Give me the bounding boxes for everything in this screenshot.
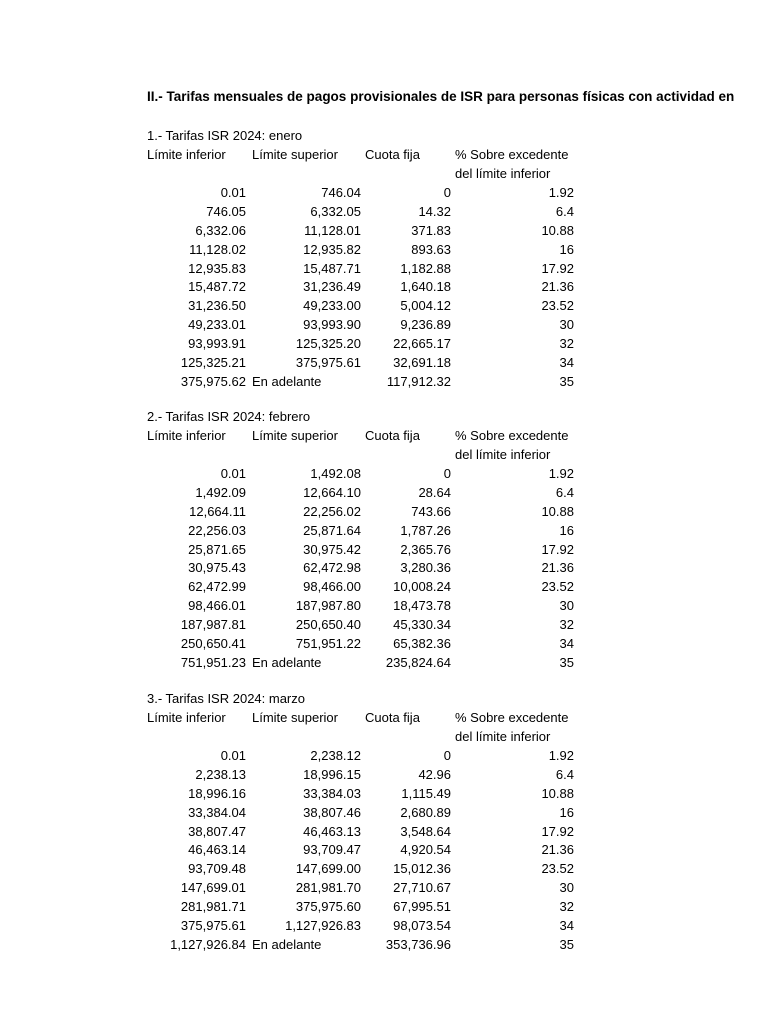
cell-limite-superior: 46,463.13: [303, 823, 361, 839]
cell-limite-superior: 147,699.00: [295, 861, 361, 877]
cell-limite-superior: En adelante: [252, 373, 322, 389]
table-row: [0, 278, 768, 297]
table-row: [0, 484, 768, 503]
cell-porcentaje: 10.88: [541, 503, 574, 519]
cell-limite-superior: 22,256.02: [303, 503, 361, 519]
cell-porcentaje: 23.52: [541, 298, 574, 314]
cell-limite-inferior: 1,127,926.84: [170, 936, 246, 952]
cell-limite-inferior: 250,650.41: [180, 636, 246, 652]
cell-limite-inferior: 11,128.02: [189, 241, 246, 257]
cell-cuota-fija: 5,004.12: [400, 298, 451, 314]
cell-porcentaje: 10.88: [541, 222, 574, 238]
header-cuota-fija: Cuota fija: [365, 710, 420, 725]
cell-cuota-fija: 67,995.51: [393, 899, 451, 915]
cell-porcentaje: 17.92: [541, 823, 574, 839]
header-cuota-fija: Cuota fija: [365, 147, 420, 162]
table-row: [0, 597, 768, 616]
table-row: [0, 241, 768, 260]
cell-limite-inferior: 2,238.13: [195, 766, 246, 782]
cell-limite-inferior: 0.01: [220, 466, 246, 481]
cell-limite-inferior: 12,664.11: [189, 503, 246, 519]
table-row: [0, 860, 768, 879]
cell-limite-superior: 15,487.71: [303, 260, 361, 276]
cell-limite-superior: 375,975.60: [295, 899, 361, 915]
cell-limite-inferior: 49,233.01: [188, 317, 246, 333]
table-row: [0, 373, 768, 392]
cell-porcentaje: 6.4: [555, 203, 574, 219]
table-row: [0, 184, 768, 203]
cell-cuota-fija: 1,115.49: [401, 785, 451, 801]
table-row: [0, 616, 768, 635]
cell-limite-superior: 187,987.80: [295, 598, 361, 614]
cell-porcentaje: 10.88: [541, 785, 574, 801]
cell-cuota-fija: 117,912.32: [386, 373, 451, 389]
cell-porcentaje: 16: [559, 241, 574, 257]
cell-porcentaje: 1.92: [548, 748, 574, 763]
table-row: [0, 503, 768, 522]
header-limite-superior: Límite superior: [252, 710, 338, 725]
cell-limite-superior: 375,975.61: [295, 355, 361, 371]
cell-porcentaje: 35: [559, 936, 574, 952]
cell-limite-inferior: 281,981.71: [180, 899, 246, 915]
table-row: [0, 578, 768, 597]
cell-limite-inferior: 375,975.61: [180, 918, 246, 934]
table-row: [0, 823, 768, 842]
cell-porcentaje: 30: [559, 317, 574, 333]
cell-limite-inferior: 147,699.01: [180, 880, 246, 896]
cell-porcentaje: 23.52: [541, 861, 574, 877]
cell-limite-inferior: 38,807.47: [188, 823, 246, 839]
cell-limite-superior: 6,332.05: [310, 203, 361, 219]
cell-limite-inferior: 62,472.99: [188, 579, 246, 595]
cell-limite-superior: 33,384.03: [303, 785, 361, 801]
cell-cuota-fija: 65,382.36: [393, 636, 451, 652]
cell-porcentaje: 21.36: [541, 560, 574, 576]
table-row: [0, 316, 768, 335]
cell-cuota-fija: 14.32: [418, 203, 451, 219]
table-row: [0, 766, 768, 785]
header-porcentaje: % Sobre excedente: [455, 147, 569, 162]
cell-limite-inferior: 375,975.62: [180, 373, 246, 389]
cell-limite-inferior: 1,492.09: [195, 484, 246, 500]
cell-limite-inferior: 18,996.16: [188, 785, 246, 801]
cell-cuota-fija: 28.64: [418, 484, 451, 500]
cell-limite-inferior: 0.01: [220, 748, 246, 763]
cell-limite-inferior: 125,325.21: [180, 355, 246, 371]
cell-limite-inferior: 93,709.48: [188, 861, 246, 877]
cell-limite-inferior: 30,975.43: [188, 560, 246, 576]
table-row: [0, 654, 768, 673]
cell-limite-superior: 746.04: [321, 185, 361, 200]
header-porcentaje: % Sobre excedente: [455, 710, 569, 725]
cell-porcentaje: 32: [559, 899, 574, 915]
cell-cuota-fija: 235,824.64: [385, 654, 451, 670]
cell-limite-superior: 98,466.00: [303, 579, 361, 595]
cell-porcentaje: 17.92: [541, 541, 574, 557]
cell-cuota-fija: 15,012.36: [393, 861, 451, 877]
section-title: 3.- Tarifas ISR 2024: marzo: [147, 691, 305, 706]
cell-limite-superior: 38,807.46: [303, 804, 361, 820]
tariff-table: [0, 465, 768, 673]
cell-limite-inferior: 98,466.01: [188, 598, 246, 614]
cell-porcentaje: 6.4: [555, 484, 574, 500]
cell-limite-superior: En adelante: [252, 936, 322, 952]
cell-cuota-fija: 1,640.18: [400, 279, 451, 295]
cell-porcentaje: 35: [559, 654, 574, 670]
table-row: [0, 297, 768, 316]
cell-limite-inferior: 12,935.83: [188, 260, 246, 276]
cell-porcentaje: 32: [559, 617, 574, 633]
cell-limite-superior: 12,935.82: [303, 241, 361, 257]
cell-porcentaje: 34: [559, 636, 574, 652]
header-porcentaje-line2: del límite inferior: [455, 447, 551, 462]
cell-cuota-fija: 18,473.78: [393, 598, 451, 614]
cell-limite-superior: 62,472.98: [303, 560, 361, 576]
cell-limite-superior: 281,981.70: [295, 880, 361, 896]
header-limite-inferior: Límite inferior: [147, 428, 226, 443]
cell-cuota-fija: 0: [443, 185, 451, 200]
cell-limite-superior: 25,871.64: [303, 522, 361, 538]
cell-limite-superior: 30,975.42: [303, 541, 361, 557]
header-limite-inferior: Límite inferior: [147, 147, 226, 162]
cell-cuota-fija: 2,680.89: [400, 804, 451, 820]
cell-porcentaje: 32: [559, 336, 574, 352]
cell-cuota-fija: 371.83: [411, 222, 451, 238]
cell-porcentaje: 1.92: [548, 185, 574, 200]
cell-porcentaje: 21.36: [541, 279, 574, 295]
cell-limite-inferior: 6,332.06: [195, 222, 246, 238]
cell-porcentaje: 23.52: [541, 579, 574, 595]
cell-limite-superior: 18,996.15: [303, 766, 361, 782]
cell-porcentaje: 1.92: [548, 466, 574, 481]
cell-cuota-fija: 3,280.36: [400, 560, 451, 576]
cell-limite-superior: 11,128.01: [304, 222, 361, 238]
cell-limite-inferior: 22,256.03: [188, 522, 246, 538]
cell-limite-superior: 1,127,926.83: [285, 918, 361, 934]
cell-cuota-fija: 893.63: [411, 241, 451, 257]
cell-porcentaje: 16: [559, 804, 574, 820]
cell-cuota-fija: 2,365.76: [400, 541, 451, 557]
cell-limite-superior: 93,993.90: [303, 317, 361, 333]
header-limite-superior: Límite superior: [252, 428, 338, 443]
table-row: [0, 541, 768, 560]
table-row: [0, 804, 768, 823]
cell-cuota-fija: 22,665.17: [393, 336, 451, 352]
cell-porcentaje: 34: [559, 355, 574, 371]
cell-porcentaje: 35: [559, 373, 574, 389]
cell-porcentaje: 17.92: [541, 260, 574, 276]
cell-porcentaje: 30: [559, 598, 574, 614]
header-porcentaje-line2: del límite inferior: [455, 166, 551, 181]
tariff-table: [0, 747, 768, 955]
cell-limite-inferior: 31,236.50: [188, 298, 246, 314]
cell-cuota-fija: 9,236.89: [400, 317, 451, 333]
cell-limite-inferior: 746.05: [206, 203, 246, 219]
table-row: [0, 465, 768, 484]
table-row: [0, 522, 768, 541]
cell-limite-inferior: 46,463.14: [188, 842, 246, 858]
section-title: 2.- Tarifas ISR 2024: febrero: [147, 409, 311, 424]
cell-cuota-fija: 98,073.54: [393, 918, 451, 934]
cell-limite-superior: En adelante: [252, 654, 322, 670]
cell-limite-superior: 49,233.00: [303, 298, 361, 314]
header-cuota-fija: Cuota fija: [365, 428, 420, 443]
cell-cuota-fija: 27,710.67: [393, 880, 451, 896]
cell-limite-superior: 125,325.20: [295, 336, 361, 352]
cell-porcentaje: 34: [559, 918, 574, 934]
table-row: [0, 898, 768, 917]
table-row: [0, 260, 768, 279]
cell-cuota-fija: 45,330.34: [393, 617, 451, 633]
table-row: [0, 917, 768, 936]
cell-cuota-fija: 353,736.96: [385, 936, 451, 952]
cell-porcentaje: 21.36: [541, 842, 574, 858]
cell-limite-inferior: 93,993.91: [188, 336, 246, 352]
table-row: [0, 635, 768, 654]
cell-porcentaje: 30: [559, 880, 574, 896]
cell-cuota-fija: 10,008.24: [393, 579, 451, 595]
cell-limite-superior: 1,492.08: [310, 466, 361, 481]
cell-limite-superior: 93,709.47: [303, 842, 361, 858]
cell-cuota-fija: 1,787.26: [400, 522, 451, 538]
cell-cuota-fija: 743.66: [411, 503, 451, 519]
table-row: [0, 203, 768, 222]
cell-limite-superior: 250,650.40: [295, 617, 361, 633]
cell-cuota-fija: 1,182.88: [400, 260, 451, 276]
cell-cuota-fija: 3,548.64: [400, 823, 451, 839]
cell-limite-superior: 31,236.49: [303, 279, 361, 295]
cell-limite-inferior: 25,871.65: [188, 541, 246, 557]
table-row: [0, 936, 768, 955]
section-title: 1.- Tarifas ISR 2024: enero: [147, 128, 303, 143]
cell-cuota-fija: 4,920.54: [400, 842, 451, 858]
cell-limite-inferior: 0.01: [220, 185, 246, 200]
tariff-table: [0, 184, 768, 392]
cell-limite-inferior: 751,951.23: [180, 654, 246, 670]
cell-porcentaje: 6.4: [555, 766, 574, 782]
cell-limite-inferior: 187,987.81: [180, 617, 246, 633]
header-limite-superior: Límite superior: [252, 147, 338, 162]
table-row: [0, 335, 768, 354]
cell-limite-inferior: 15,487.72: [188, 279, 246, 295]
document-title: II.- Tarifas mensuales de pagos provisionales de ISR para personas físicas con actividad en: [147, 89, 735, 104]
table-row: [0, 841, 768, 860]
cell-cuota-fija: 42.96: [418, 766, 451, 782]
cell-limite-superior: 12,664.10: [303, 484, 361, 500]
table-row: [0, 879, 768, 898]
header-porcentaje-line2: del límite inferior: [455, 729, 551, 744]
table-row: [0, 747, 768, 766]
table-row: [0, 785, 768, 804]
cell-cuota-fija: 0: [443, 466, 451, 481]
header-limite-inferior: Límite inferior: [147, 710, 226, 725]
table-row: [0, 354, 768, 373]
cell-limite-superior: 2,238.12: [310, 748, 361, 763]
cell-cuota-fija: 0: [443, 748, 451, 763]
header-porcentaje: % Sobre excedente: [455, 428, 569, 443]
cell-limite-inferior: 33,384.04: [188, 804, 246, 820]
cell-porcentaje: 16: [559, 522, 574, 538]
cell-limite-superior: 751,951.22: [295, 636, 361, 652]
table-row: [0, 559, 768, 578]
table-row: [0, 222, 768, 241]
cell-cuota-fija: 32,691.18: [393, 355, 451, 371]
